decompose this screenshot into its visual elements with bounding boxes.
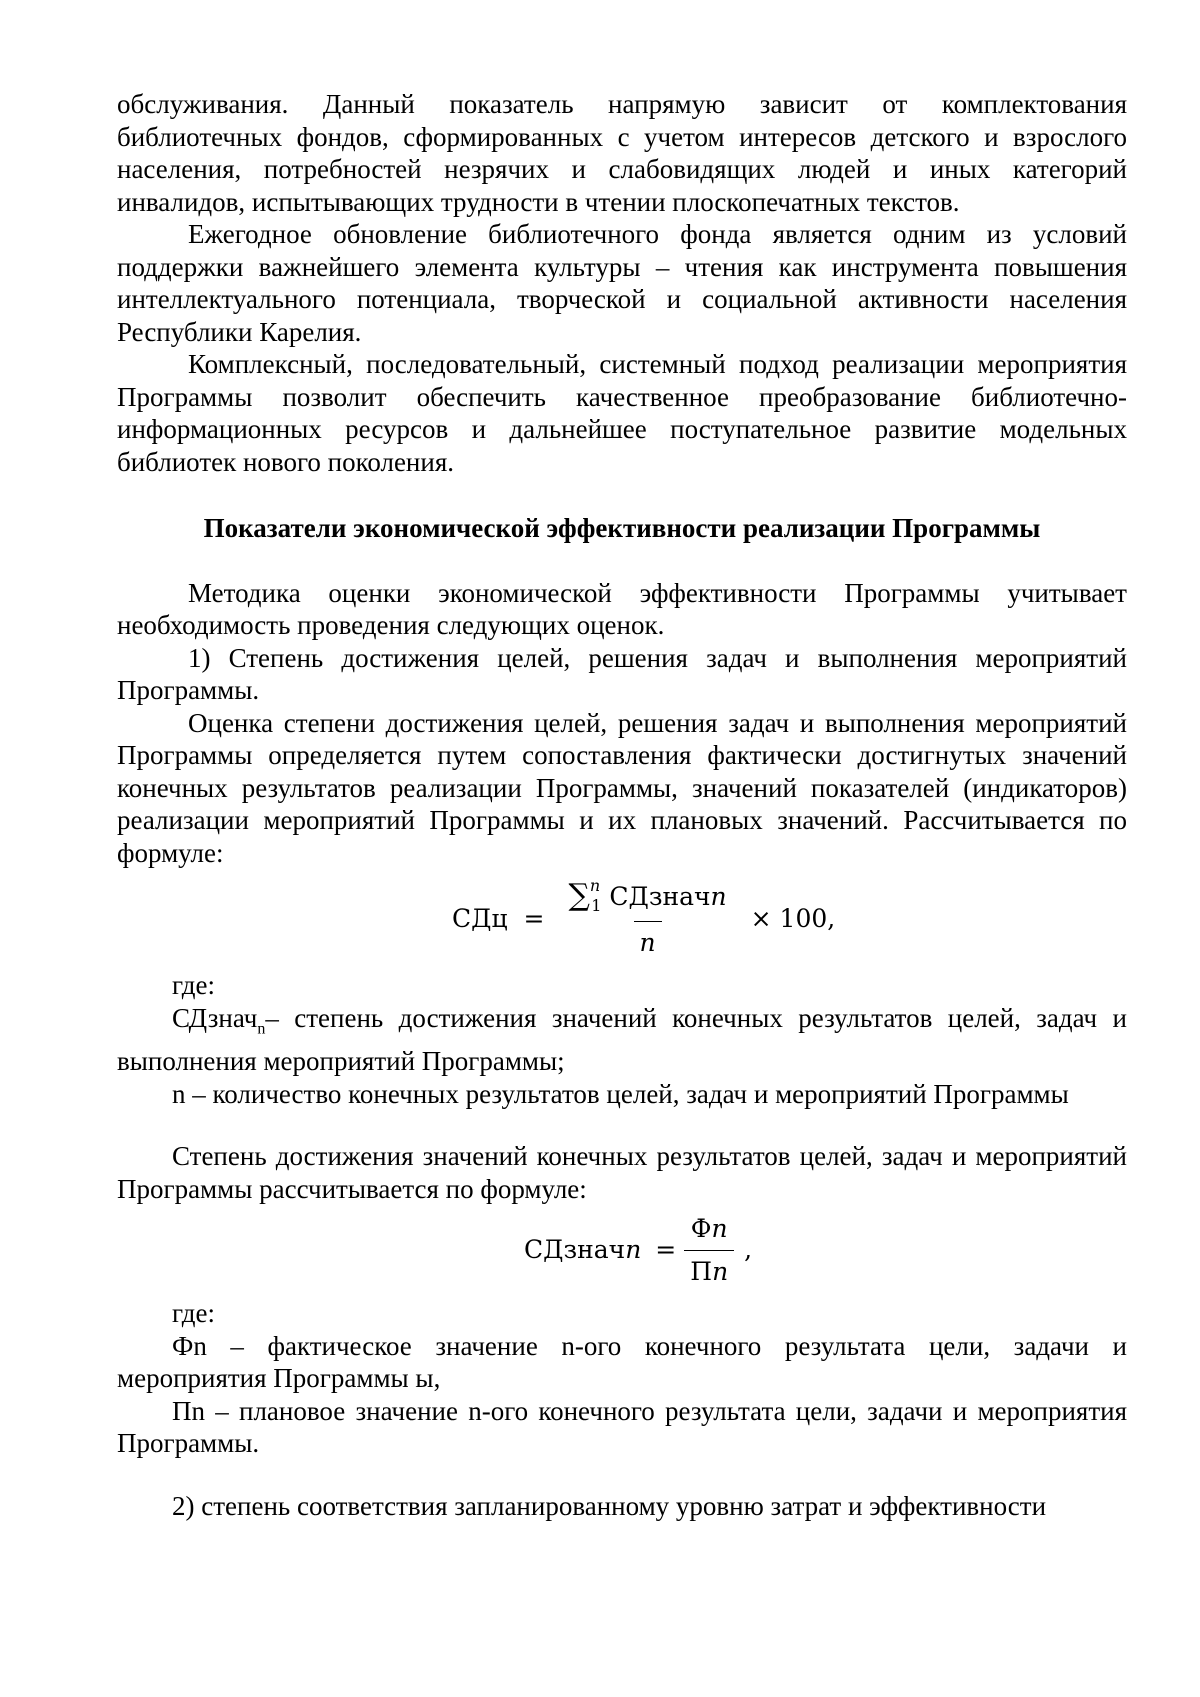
formula-sdc-numerator-var: n xyxy=(710,881,727,911)
definition-sdznach xyxy=(117,1002,1127,1078)
definition-sdznach-term: СДзнач xyxy=(172,1002,258,1033)
where-label-1: где: xyxy=(172,970,215,1000)
paragraph-3: Комплексный, последовательный, системный подход реализации мероприятия Программы позволит обеспечить качественное преобразование библиотечно-информационных ресурсов и дальнейшее поступательное развитие модельных библиотек нового поколения. xyxy=(117,349,1127,477)
definition-sdznach-text: – степень достижения значений конечных результатов целей, задач и выполнения мероприятий Программы; xyxy=(117,1002,1127,1077)
paragraph-5: 1) Степень достижения целей, решения задач и выполнения мероприятий Программы. xyxy=(117,642,1127,705)
sigma-lower-limit: 1 xyxy=(591,895,602,915)
sigma-symbol: ∑ xyxy=(568,877,590,913)
section-heading: Показатели экономической эффективности реализации Программы xyxy=(203,513,1041,543)
formula-sdc-lhs: СДц xyxy=(452,903,508,933)
paragraph-1: обслуживания. Данный показатель напрямую зависит от комплектования библиотечных фондов, сформированных с учетом интересов детского и взрослого населения, потребностей незрячих и слабовидящих людей и иных категорий инвалидов, испытывающих трудности в чтении плоскопечатных текстов. xyxy=(117,89,1127,217)
formula-sdc-fraction xyxy=(562,875,732,960)
formula-sdc-denominator: n xyxy=(634,921,662,960)
formula-sdznach-num-var: n xyxy=(711,1213,728,1243)
document-page xyxy=(117,88,1127,1522)
formula-sdc xyxy=(117,869,1127,969)
formula-sdznach-fraction xyxy=(684,1212,734,1289)
definition-n: n – количество конечных результатов целей, задач и мероприятий Программы xyxy=(172,1078,1069,1109)
paragraph-4: Методика оценки экономической эффективности Программы учитывает необходимость проведения следующих оценок. xyxy=(117,577,1127,640)
paragraph-8: 2) степень соответствия запланированному уровню затрат и эффективности xyxy=(172,1490,1047,1521)
formula-sdznach-den-var: n xyxy=(712,1256,729,1286)
definition-fn: Фn – фактическое значение n-ого конечного результата цели, задачи и мероприятия Программы ы, xyxy=(117,1330,1127,1394)
formula-sdznach-lhs-var: n xyxy=(625,1235,642,1265)
definition-pn: Пn – плановое значение n-ого конечного результата цели, задачи и мероприятия Программы. xyxy=(117,1395,1127,1459)
formula-sdznach-tail: , xyxy=(744,1235,753,1265)
paragraph-6: Оценка степени достижения целей, решения задач и выполнения мероприятий Программы определяется путем сопоставления фактически достигнутых значений конечных результатов реализации Программы, значений показателей (индикаторов) реализации мероприятий Программы и их плановых значений. Рассчитывается по формуле: xyxy=(117,707,1127,868)
formula-sdznach-equals: = xyxy=(655,1235,677,1265)
paragraph-2: Ежегодное обновление библиотечного фонда является одним из условий поддержки важнейшего элемента культуры – чтения как инструмента повышения интеллектуального потенциала, творческой и социальной активности населения Республики Карелия. xyxy=(117,219,1127,347)
paragraph-7: Степень достижения значений конечных результатов целей, задач и мероприятий Программы рассчитывается по формуле: xyxy=(117,1141,1127,1204)
formula-sdc-tail: × 100, xyxy=(750,903,836,933)
formula-sdznach-num-text: Ф xyxy=(690,1213,712,1243)
where-label-2: где: xyxy=(172,1298,215,1329)
formula-sdc-numerator-text: СДзнач xyxy=(609,881,711,911)
definition-sdznach-sub: n xyxy=(257,1019,266,1037)
sigma-upper-limit: n xyxy=(589,875,601,895)
formula-sdznach xyxy=(117,1205,1127,1297)
formula-sdznach-den-text: П xyxy=(690,1256,713,1286)
formula-sdc-equals: = xyxy=(523,903,545,933)
formula-sdznach-lhs-text: СДзнач xyxy=(524,1235,626,1265)
